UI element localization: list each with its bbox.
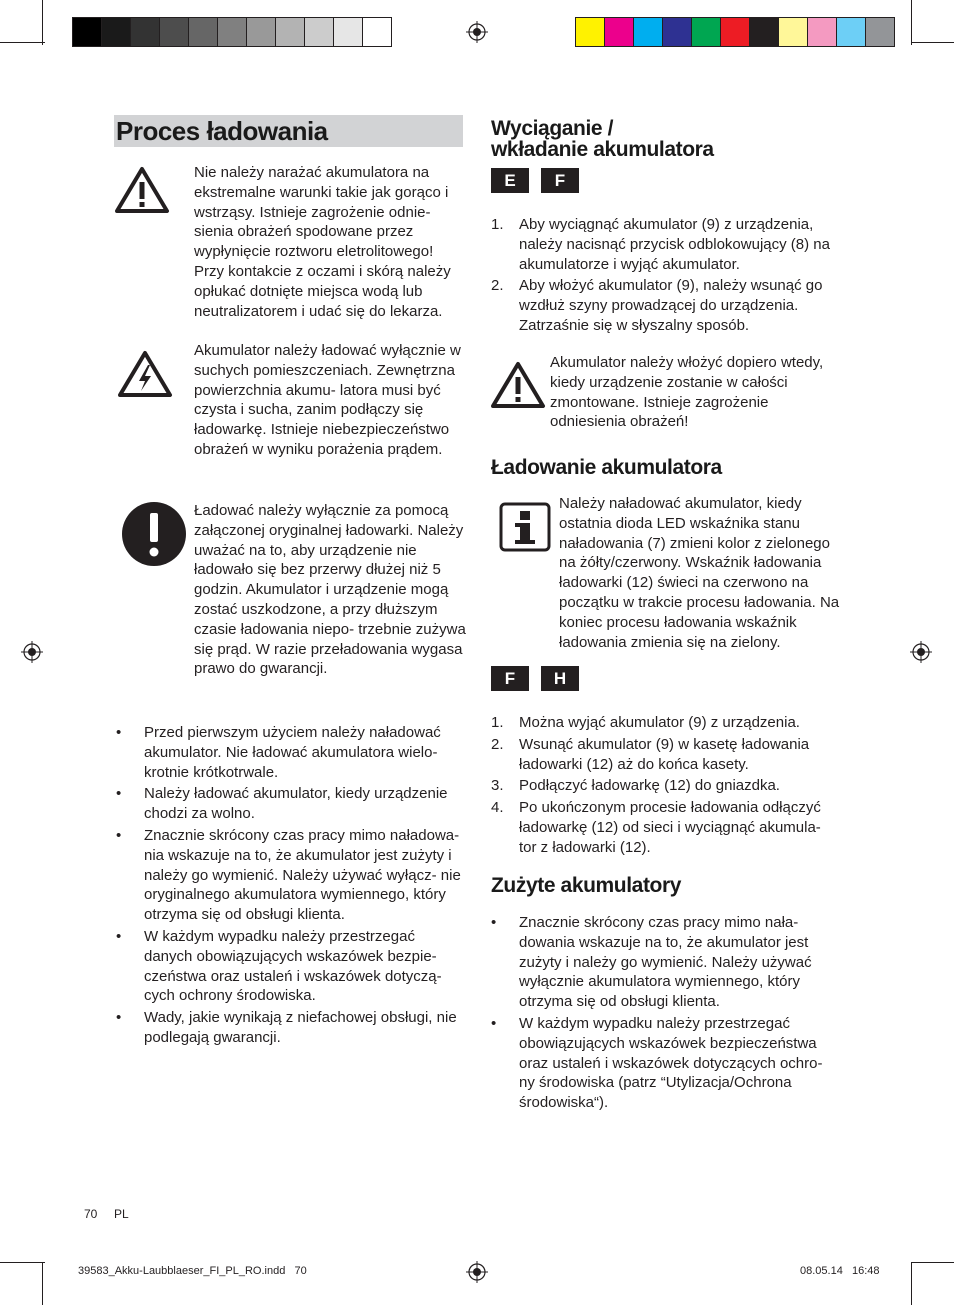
mandatory-exclamation-icon [121,501,187,567]
section-title-bar [114,115,463,147]
list-item [116,927,466,1006]
gray-swatch-1 [101,17,131,47]
list-item [491,1014,841,1113]
gray-swatch-6 [246,17,276,47]
step-item [491,735,841,775]
color-swatch-1 [604,17,634,47]
list-item-text: Znacznie skrócony czas pracy mimo nała- dowania wskazuje na to, że akumulator jest zużyty i należy go wymienić. Należy używać wyłącznie akumulatora wymiennego, który otrzyma się od obsługi klienta. [519,914,812,1011]
list-item-text: W każdym wypadku należy przestrzegać danych obowiązujących wskazówek bezpie- czeństwa oraz ustaleń i wskazówek dotyczą- cych ochrony środowiska. [144,927,442,1005]
step-text: Wsunąć akumulator (9) w kasetę ładowania ładowarki (12) aż do końca kasety. [519,735,810,773]
list-item [491,913,841,1012]
color-swatch-0 [575,17,605,47]
step-item [491,776,841,796]
gray-swatch-10 [362,17,392,47]
step-number: 1. [491,216,504,233]
page-title: Proces ładowania [116,116,328,146]
registration-mark-icon [466,1261,488,1283]
list-item [116,784,466,824]
list-item [116,723,466,782]
color-swatch-2 [633,17,663,47]
grayscale-swatch-bar [72,17,391,47]
step-text: Po ukończonym procesie ładowania odłączyć ładowarkę (12) od sieci i wyciągnąć akumula- tor z ładowarki (12). [519,799,821,856]
registration-mark-icon [466,21,488,43]
color-swatch-6 [749,17,779,47]
color-swatch-10 [865,17,895,47]
color-swatch-9 [836,17,866,47]
step-number: 3. [491,777,504,795]
notice-text-original-charger: Ładować należy wyłącznie za pomocą załączonej oryginalnej ładowarki. Należy uważać na to, aby urządzenie nie ładowało się bez przerwy dłużej niż 5 godzin. Akumulator i urządzenie mogą zostać uszkodzone, a przy dłuższym czasie ładowania niepo- trzebnie zużywa się prąd. W razie przeładowania wygasa prawo do gwarancji. [194,502,466,678]
section-heading-charging: Ładowanie akumulatora [491,456,722,479]
print-slug-file: 39583_Akku-Laubblaeser_FI_PL_RO.indd 70 [78,1265,307,1277]
color-swatch-3 [662,17,692,47]
page-number: 70 [84,1207,98,1221]
color-swatch-8 [807,17,837,47]
bullet-marker: • [116,927,122,945]
gray-swatch-0 [72,17,102,47]
warning-text-dry-rooms: Akumulator należy ładować wyłącznie w suchych pomieszczeniach. Zewnętrzna powierzchnia akumu- latora musi być czysta i sucha, zanim podłączy się ładowarkę. Istnieje niebezpieczeństwo obrażeń w wyniku porażenia prądem. [194,342,461,458]
used-batteries-list [491,913,841,1115]
gray-swatch-3 [159,17,189,47]
color-swatch-5 [720,17,750,47]
bullet-marker: • [116,826,122,844]
bullet-marker: • [116,1009,122,1027]
figure-badge-e: E [491,168,529,193]
gray-swatch-2 [130,17,160,47]
registration-mark-icon [21,641,43,663]
gray-swatch-9 [333,17,363,47]
gray-swatch-7 [275,17,305,47]
remove-insert-steps [491,215,841,338]
electric-hazard-icon [117,350,173,398]
step-number: 2. [491,735,504,753]
step-text: Aby wyciągnąć akumulator (9) z urządzenia, należy nacisnąć przycisk odblokowujący (8) na akumulatorze i wyjąć akumulator. [519,216,830,273]
warning-text-assembly: Akumulator należy włożyć dopiero wtedy, kiedy urządzenie zostanie w całości zmontowane. Istnieje zagrożenie odniesienia obrażeń! [550,354,824,431]
figure-badge-h: H [541,666,579,691]
list-item [116,1008,466,1048]
bullet-marker: • [491,1014,497,1032]
step-text: Aby włożyć akumulator (9), należy wsunąć go wzdłuż szyny prowadzącej do urządzenia. Zatrzaśnie się w słyszalny sposób. [519,277,823,334]
gray-swatch-4 [188,17,218,47]
language-code: PL [114,1207,129,1221]
info-text-charging: Należy naładować akumulator, kiedy ostatnia dioda LED wskaźnika stanu naładowania (7) zmieni kolor z zielonego na żółty/czerwony. Wskaźnik ładowania ładowarki (12) świeci na czerwono na początku w trakcie procesu ładowania. Na koniec procesu ładowania wskaźnik ładowania zmienia się na zielony. [559,495,840,651]
step-number: 2. [491,277,504,295]
info-icon [499,502,551,552]
step-text: Można wyjąć akumulator (9) z urządzenia. [519,714,800,731]
gray-swatch-8 [304,17,334,47]
print-slug-datetime: 08.05.14 16:48 [800,1265,880,1277]
list-item-text: Należy ładować akumulator, kiedy urządzenie chodzi za wolno. [144,785,448,823]
gray-swatch-5 [217,17,247,47]
list-item-text: W każdym wypadku należy przestrzegać obowiązujących wskazówek bezpieczeństwa oraz ustaleń i wskazówek dotyczących ochro- ny środowiska (patrz “Utylizacja/Ochrona środowiska“). [519,1014,823,1112]
step-text: Podłączyć ładowarkę (12) do gniazdka. [519,777,780,795]
list-item-text: Znacznie skrócony czas pracy mimo naładowa- nia wskazuje na to, że akumulator jest zużyty i należy go wymienić. Należy używać wyłącz- nie oryginalnego akumulatora wymiennego, który otrzyma się od obsługi klienta. [144,826,461,924]
registration-mark-icon [910,641,932,663]
list-item-text: Wady, jakie wynikają z niefachowej obsługi, nie podlegają gwarancji. [144,1009,457,1046]
figure-badge-f: F [541,168,579,193]
warning-triangle-icon [490,361,546,409]
color-swatch-7 [778,17,808,47]
charging-notes-list [116,723,466,1050]
step-item [491,798,841,857]
figure-badge-f: F [491,666,529,691]
step-number: 1. [491,714,504,731]
step-number: 4. [491,799,504,817]
warning-text-electrolyte: Nie należy narażać akumulatora na ekstremalne warunki takie jak gorąco i wstrząsy. Istnieje zagrożenie odnie- sienia obrażeń spodowane przez wypłynięcie roztworu eletrolitowego! Przy kontakcie z oczami i skórą należy opłukać dotnięte miejsca wodą lub neutralizatorem i udać się do lekarza. [194,164,451,320]
list-item-text: Przed pierwszym użyciem należy naładować akumulator. Nie ładować akumulatora wielo- krotnie krótkotrwale. [144,724,441,781]
step-item [491,215,841,274]
list-item [116,826,466,925]
section-heading-used-batteries: Zużyte akumulatory [491,874,682,897]
step-item [491,713,841,733]
bullet-marker: • [116,785,122,803]
color-swatch-4 [691,17,721,47]
bullet-marker: • [491,914,497,931]
color-swatch-bar [575,17,894,47]
charging-steps [491,713,841,860]
section-heading-remove-insert: Wyciąganie / wkładanie akumulatora [491,117,714,161]
bullet-marker: • [116,724,122,741]
step-item [491,276,841,335]
warning-triangle-icon [114,166,170,214]
